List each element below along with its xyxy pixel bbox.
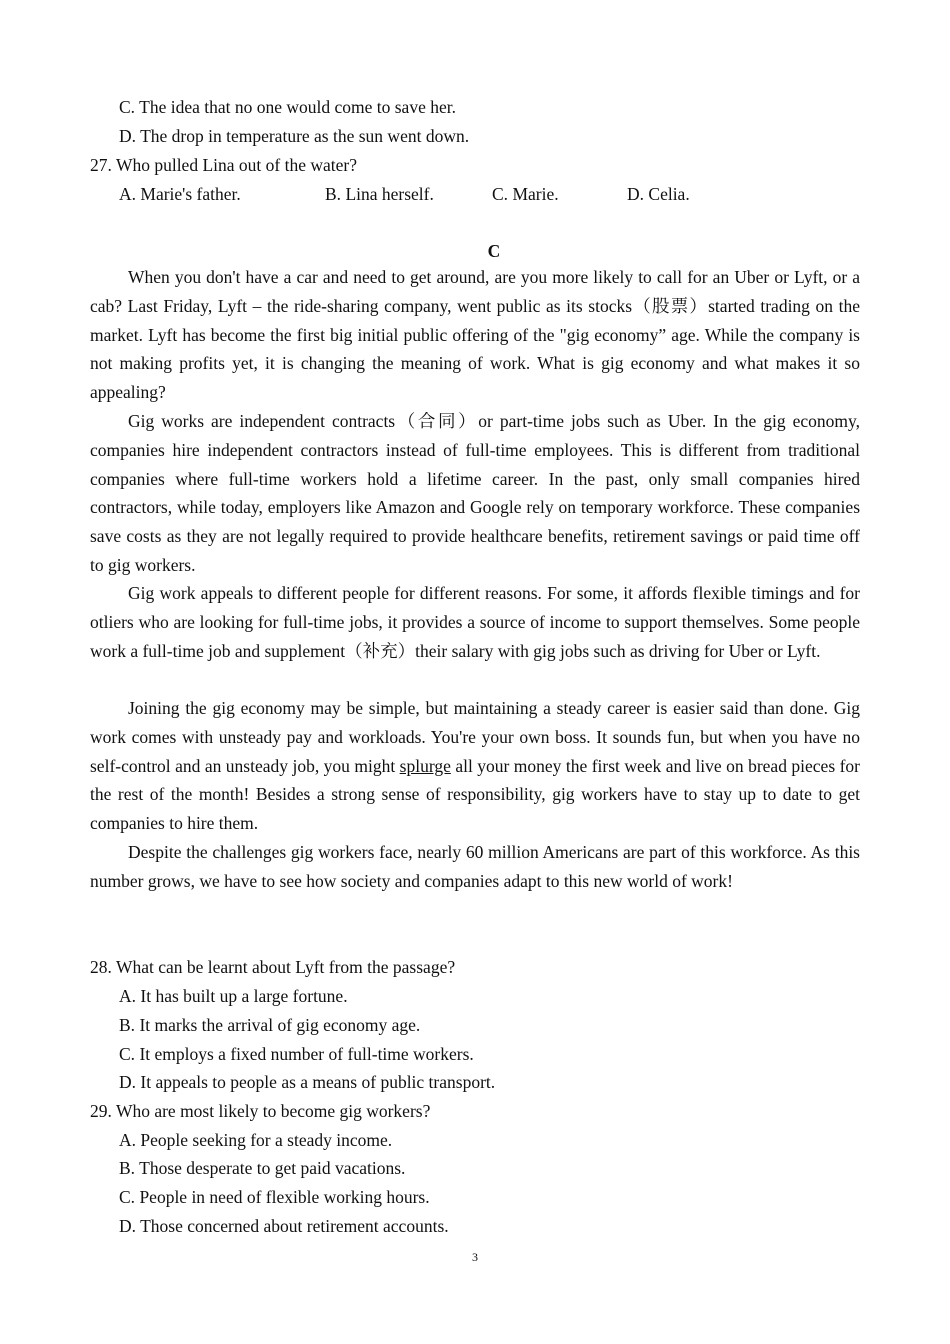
passage-paragraph-4 — [90, 694, 860, 838]
option-label: B. — [119, 1015, 136, 1035]
q28-option-d — [119, 1072, 495, 1092]
option-text: The idea that no one would come to save her. — [139, 97, 456, 117]
passage-paragraph-5: Despite the challenges gig workers face, nearly 60 million Americans are part of this workforce. As this number grows, we have to see how society and companies adapt to this new world of work! — [90, 842, 860, 891]
passage-title: C — [487, 241, 501, 261]
q27-stem — [90, 155, 357, 175]
option-label: C. — [492, 184, 509, 204]
underlined-word: splurge — [399, 755, 451, 776]
question-text: What can be learnt about Lyft from the passage? — [115, 957, 456, 977]
q27-option-a — [119, 184, 241, 204]
paragraph-text: Joining the gig economy may be simple, but maintaining a steady career is easier said than done. Gig work comes with unsteady pay and workloads. You're your own boss. It sounds fun, but when you have no self-control and an unsteady job, you might — [90, 698, 860, 776]
q29-option-b — [119, 1158, 405, 1178]
option-label: D. — [119, 1216, 137, 1236]
option-label: C. — [119, 97, 136, 117]
question-text: Who pulled Lina out of the water? — [115, 155, 357, 175]
passage-paragraph-2: Gig works are independent contracts（合同）or part-time jobs such as Uber. In the gig economy, companies hire independent contractors instead of full-time employees. This is different from traditional companies where full-time workers hold a lifetime career. In the past, only small companies hired contractors, while today, employers like Amazon and Google rely on temporary workforce. These companies save costs as they are not legally required to provide healthcare benefits, retirement savings or paid time off to gig workers. — [90, 411, 860, 575]
page-number: 3 — [472, 1250, 478, 1264]
q28-option-a — [119, 986, 348, 1006]
option-label: D. — [119, 1072, 137, 1092]
q27-option-b — [325, 184, 434, 204]
question-number: 29. — [90, 1101, 112, 1121]
option-label: C. — [119, 1187, 136, 1207]
question-number: 27. — [90, 155, 112, 175]
q27-option-d — [627, 184, 690, 204]
option-text: Marie. — [512, 184, 559, 204]
option-text: Celia. — [648, 184, 690, 204]
option-label: D. — [627, 184, 645, 204]
passage-paragraph-3: Gig work appeals to different people for different reasons. For some, it affords flexible timings and for otliers who are looking for full-time jobs, it provides a source of income to support themselves. Some people work a full-time job and supplement（补充）their salary with gig jobs such as driving for Uber or Lyft. — [90, 583, 860, 661]
q29-stem — [90, 1101, 430, 1121]
q29-option-d — [119, 1216, 449, 1236]
q26-option-d — [119, 126, 469, 146]
q28-stem — [90, 957, 455, 977]
q29-option-a — [119, 1130, 392, 1150]
option-text: Marie's father. — [140, 184, 241, 204]
q26-option-c — [119, 97, 456, 117]
option-text: It employs a fixed number of full-time workers. — [139, 1044, 474, 1064]
option-text: People seeking for a steady income. — [140, 1130, 393, 1150]
option-label: A. — [119, 184, 137, 204]
passage-paragraph-1: When you don't have a car and need to get around, are you more likely to call for an Uber or Lyft, or a cab? Last Friday, Lyft – the ride-sharing company, went public as its stocks（股票）started trading on the market. Lyft has become the first big initial public offering of the "gig economy” age. While the company is not making profits yet, it is changing the meaning of work. What is gig economy and what makes it so appealing? — [90, 267, 860, 403]
option-text: Those concerned about retirement accounts. — [140, 1216, 449, 1236]
option-label: D. — [119, 126, 137, 146]
option-label: B. — [119, 1158, 136, 1178]
option-text: The drop in temperature as the sun went down. — [140, 126, 470, 146]
option-text: People in need of flexible working hours. — [139, 1187, 430, 1207]
option-text: It appeals to people as a means of public transport. — [140, 1072, 496, 1092]
question-number: 28. — [90, 957, 112, 977]
paragraph-text: all your money the first week and live on bread pieces for the rest of the month! Besides a strong sense of responsibility, gig workers have to stay up to date to get companies to hire them. — [90, 755, 860, 834]
option-label: B. — [325, 184, 342, 204]
option-text: It marks the arrival of gig economy age. — [139, 1015, 421, 1035]
q27-option-c — [492, 184, 559, 204]
option-text: Lina herself. — [345, 184, 434, 204]
option-label: A. — [119, 1130, 137, 1150]
question-text: Who are most likely to become gig workers? — [115, 1101, 431, 1121]
option-text: Those desperate to get paid vacations. — [139, 1158, 406, 1178]
q28-option-c — [119, 1044, 474, 1064]
q28-option-b — [119, 1015, 420, 1035]
option-label: A. — [119, 986, 137, 1006]
option-label: C. — [119, 1044, 136, 1064]
q29-option-c — [119, 1187, 430, 1207]
option-text: It has built up a large fortune. — [140, 986, 348, 1006]
